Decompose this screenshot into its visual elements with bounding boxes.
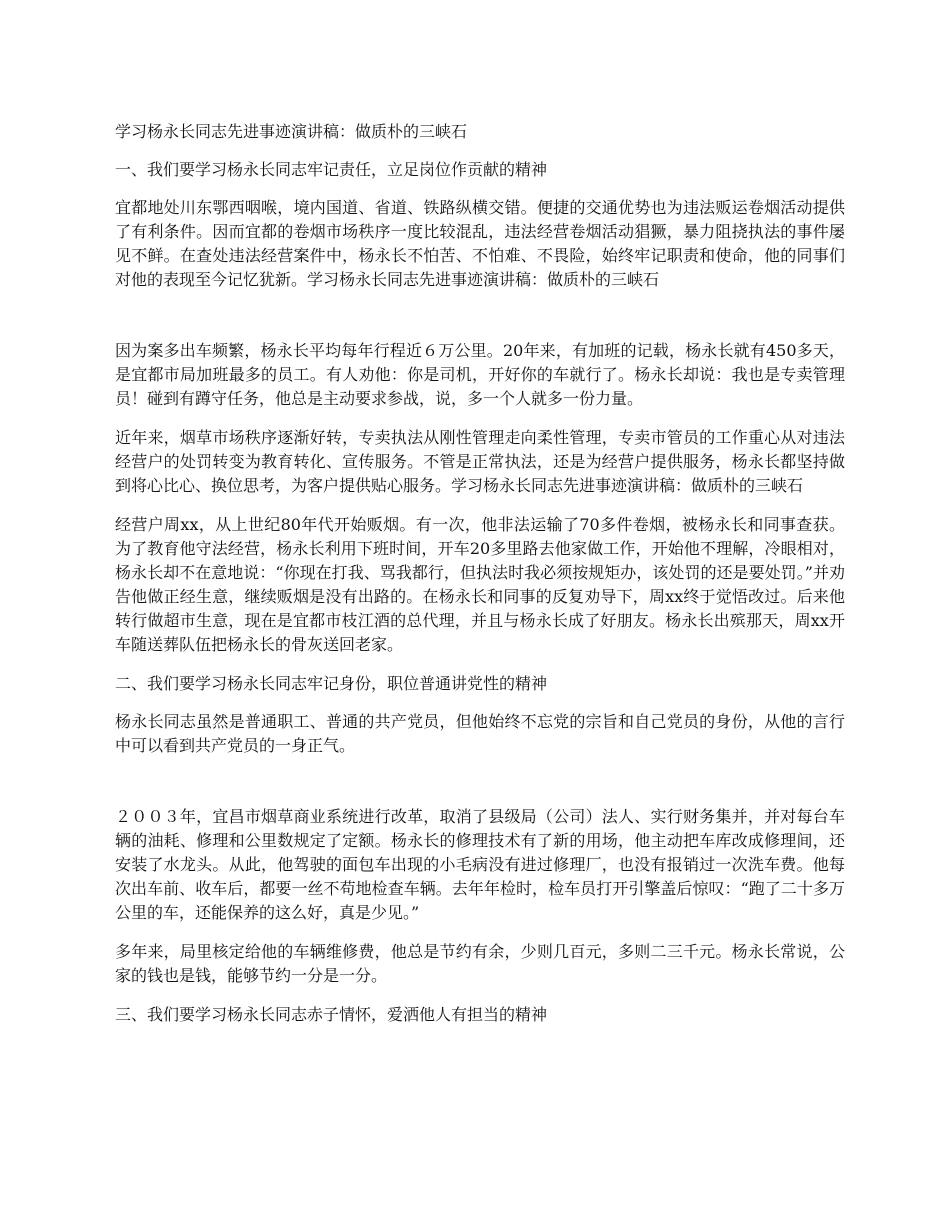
section-heading-3: 三、我们要学习杨永长同志赤子情怀，爱洒他人有担当的精神	[115, 1005, 548, 1024]
paragraph-7: 多年来，局里核定给他的车辆维修费，他总是节约有余，少则几百元，多则二三千元。杨永长常说，公家的钱也是钱，能够节约一分是一分。	[115, 942, 845, 985]
paragraph-6: ２００３年，宜昌市烟草商业系统进行改革，取消了县级局（公司）法人、实行财务集并，并对每台车辆的油耗、修理和公里数规定了定额。杨永长的修理技术有了新的用场，他主动把车库改成修理间，还安装了水龙头。从此，他驾驶的面包车出现的小毛病没有进过修理厂，也没有报销过一次洗车费。他每次出车前、收车后，都要一丝不苟地检查车辆。去年年检时，检车员打开引擎盖后惊叹：“跑了二十多万公里的车，还能保养的这么好，真是少见。”	[115, 807, 845, 922]
paragraph-4: 经营户周xx，从上世纪80年代开始贩烟。有一次，他非法运输了70多件卷烟，被杨永长和同事查获。为了教育他守法经营，杨永长利用下班时间，开车20多里路去他家做工作，开始他不理解，冷眼相对，杨永长却不在意地说：“你现在打我、骂我都行，但执法时我必须按规矩办，该处罚的还是要处罚。”并劝告他做正经生意，继续贩烟是没有出路的。在杨永长和同事的反复劝导下，周xx终于觉悟改过。后来他转行做超市生意，现在是宜都市枝江酒的总代理，并且与杨永长成了好朋友。杨永长出殡那天，周xx开车随送葬队伍把杨永长的骨灰送回老家。	[115, 515, 845, 654]
paragraph-spacer	[115, 773, 845, 805]
paragraph-3: 近年来，烟草市场秩序逐渐好转，专卖执法从刚性管理走向柔性管理，专卖市管员的工作重心从对违法经营户的处罚转变为教育转化、宣传服务。不管是正常执法，还是为经营户提供服务，杨永长都坚持做到将心比心、换位思考，为客户提供贴心服务。学习杨永长同志先进事迹演讲稿：做质朴的三峡石	[115, 428, 845, 495]
document-body	[115, 120, 845, 1041]
paragraph-spacer	[115, 307, 845, 339]
document-title: 学习杨永长同志先进事迹演讲稿：做质朴的三峡石	[115, 122, 468, 141]
paragraph-5: 杨永长同志虽然是普通职工、普通的共产党员，但他始终不忘党的宗旨和自己党员的身份，从他的言行中可以看到共产党员的一身正气。	[115, 712, 845, 755]
section-heading-1: 一、我们要学习杨永长同志牢记责任，立足岗位作贡献的精神	[115, 160, 548, 179]
section-heading-2: 二、我们要学习杨永长同志牢记身份，职位普通讲党性的精神	[115, 674, 548, 693]
paragraph-1: 宜都地处川东鄂西咽喉，境内国道、省道、铁路纵横交错。便捷的交通优势也为违法贩运卷烟活动提供了有利条件。因而宜都的卷烟市场秩序一度比较混乱，违法经营卷烟活动猖獗，暴力阻挠执法的事件屡见不鲜。在查处违法经营案件中，杨永长不怕苦、不怕难、不畏险，始终牢记职责和使命，他的同事们对他的表现至今记忆犹新。学习杨永长同志先进事迹演讲稿：做质朴的三峡石	[115, 198, 845, 289]
paragraph-2: 因为案多出车频繁，杨永长平均每年行程近６万公里。20年来，有加班的记载，杨永长就有450多天，是宜都市局加班最多的员工。有人劝他：你是司机，开好你的车就行了。杨永长却说：我也是专卖管理员！碰到有蹲守任务，他总是主动要求参战，说，多一个人就多一份力量。	[115, 341, 845, 408]
